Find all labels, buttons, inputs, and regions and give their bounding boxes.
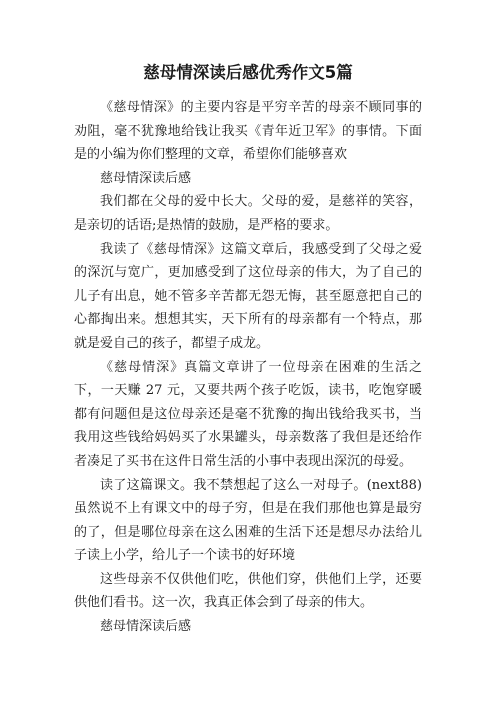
body-paragraph: 我们都在父母的爱中长大。父母的爱，是慈祥的笑容，是亲切的话语;是热情的鼓励，是严格的要求。 [74,194,422,233]
document-title: 慈母情深读后感优秀作文5篇 [143,63,353,82]
body-paragraph: 我读了《慈母情深》这篇文章后，我感受到了父母之爱的深沉与宽广，更加感受到了这位母亲的伟大，为了自己的儿子有出息，她不管多辛苦都无怨无悔，甚至愿意把自己的心都掏出来。想想其实，天下所有的母亲都有一个特点，那就是爱自己的孩子，都望子成龙。 [74,241,422,351]
body-paragraph: 这些母亲不仅供他们吃，供他们穿，供他们上学，还要供他们看书。这一次，我真正体会到了母亲的伟大。 [74,571,422,611]
section-heading: 慈母情深读后感 [100,619,192,635]
section-heading: 慈母情深读后感 [100,170,192,186]
body-paragraph: 《慈母情深》真篇文章讲了一位母亲在困难的生活之下，一天赚 27 元，又要共两个孩子吃饭，读书，吃饱穿暖都有问题但是这位母亲还是毫不犹豫的掏出钱给我买书，当我用这些钱给妈妈买了水果罐头，母亲数落了我但是还给作者凑足了买书在这件日常生活的小事中表现出深沉的母爱。 [74,359,422,469]
body-paragraph: 读了这篇课文。我不禁想起了这么一对母子。(next88)虽然说不上有课文中的母子穷，但是在我们那他也算是最穷的了，但是哪位母亲在这么困难的生活下还是想尽办法给儿子读上小学，给儿子一个读书的好环境 [74,477,422,564]
intro-paragraph: 《慈母情深》的主要内容是平穷辛苦的母亲不顾同事的劝阻，毫不犹豫地给钱让我买《青年近卫军》的事情。下面是的小编为你们整理的文章，希望你们能够喜欢 [74,100,422,163]
